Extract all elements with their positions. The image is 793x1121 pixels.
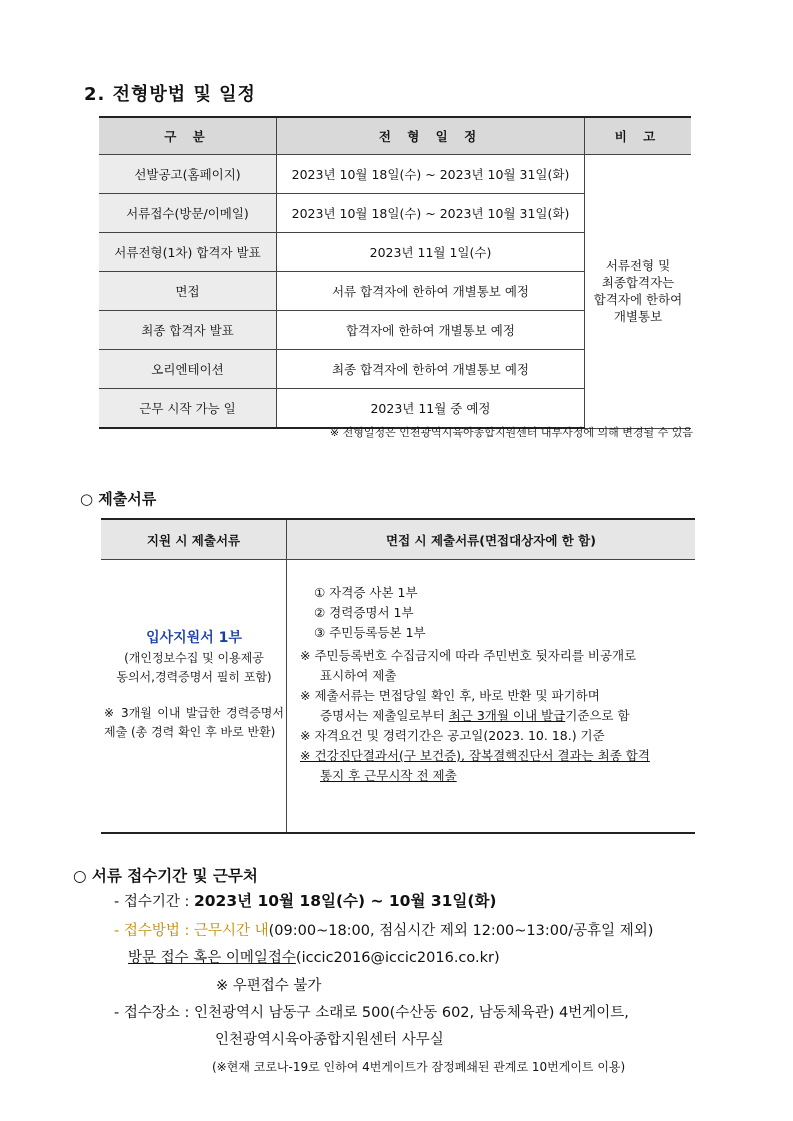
email-address: (iccic2016@iccic2016.co.kr) (295, 950, 500, 966)
note-line: ※ 제출서류는 면접당일 확인 후, 바로 반환 및 파기하며 (300, 688, 600, 703)
row-date: 2023년 11월 중 예정 (277, 389, 585, 429)
table-header-row (101, 519, 695, 560)
note-text: 기준으로 함 (565, 708, 630, 723)
note-line: 표시하여 제출 (320, 668, 397, 683)
place-label: - 접수장소 : (114, 1005, 194, 1021)
note-line: ※ 자격요건 및 경력기간은 공고일(2023. 10. 18.) 기준 (300, 728, 605, 743)
note-line: ※ 건강진단결과서(구 보건증), 잠복결핵진단서 결과는 최종 합격 (300, 748, 650, 763)
table-row (99, 155, 691, 194)
method-line (114, 919, 653, 940)
note-line (300, 706, 650, 726)
section-title-documents: ○ 제출서류 (80, 490, 157, 508)
header-category: 구 분 (99, 117, 277, 155)
row-category: 면접 (99, 272, 277, 311)
list-item: ③ 주민등록등본 1부 (314, 625, 426, 640)
period-label: - 접수기간 : (114, 894, 194, 910)
header-note: 비 고 (585, 117, 692, 155)
note-underlined: 최근 3개월 이내 발급 (448, 708, 566, 723)
note-text: 서류전형 및 최종합격자는 합격자에 한하여 개별통보 (593, 258, 683, 325)
table-header-row (99, 117, 691, 155)
row-category: 서류접수(방문/이메일) (99, 194, 277, 233)
note-text: 증명서는 제출일로부터 (320, 708, 449, 723)
apply-sub-line: 동의서,경력증명서 필히 포함) (116, 670, 272, 684)
row-date: 서류 합격자에 한하여 개별통보 예정 (277, 272, 585, 311)
interview-docs-content (300, 583, 650, 786)
row-category: 서류전형(1차) 합격자 발표 (99, 233, 277, 272)
row-date: 최종 합격자에 한하여 개별통보 예정 (277, 350, 585, 389)
apply-docs-content (104, 627, 284, 742)
schedule-footnote: ※ 전형일정은 인천광역시육아종합지원센터 내부사정에 의해 변경될 수 있음 (329, 426, 693, 439)
note-line: 통지 후 근무시작 전 제출 (320, 768, 457, 783)
method-label: - 접수방법 : 근무시간 내 (114, 923, 269, 939)
header-schedule: 전 형 일 정 (277, 117, 585, 155)
method-line-2 (128, 946, 500, 967)
method-value: (09:00~18:00, 점심시간 제외 12:00~13:00/공휴일 제외) (268, 923, 654, 939)
row-date: 2023년 10월 18일(수) ~ 2023년 10월 31일(화) (277, 155, 585, 194)
place-note: (※현재 코로나-19로 인하여 4번게이트가 잠정폐쇄된 관계로 10번게이트 이용) (212, 1060, 626, 1074)
schedule-table (99, 116, 691, 429)
apply-sub-line: (개인정보수집 및 이용제공 (124, 651, 264, 665)
row-date: 2023년 10월 18일(수) ~ 2023년 10월 31일(화) (277, 194, 585, 233)
row-date: 2023년 11월 1일(수) (277, 233, 585, 272)
place-value-1: 인천광역시 남동구 소래로 500(수산동 602, 남동체육관) 4번게이트, (193, 1005, 629, 1021)
method-visit-email: 방문 접수 혹은 이메일접수 (128, 950, 296, 966)
row-category: 선발공고(홈페이지) (99, 155, 277, 194)
apply-warning: ※ 3개월 이내 발급한 경력증명서 제출 (총 경력 확인 후 바로 반환) (104, 706, 284, 739)
period-value: 2023년 10월 18일(수) ~ 10월 31일(화) (193, 892, 497, 910)
header-interview-docs: 면접 시 제출서류(면접대상자에 한 함) (287, 519, 696, 560)
section-title-reception: ○ 서류 접수기간 및 근무처 (73, 867, 258, 885)
list-item: ② 경력증명서 1부 (314, 605, 414, 620)
note-cell (585, 155, 692, 429)
header-apply-docs: 지원 시 제출서류 (101, 519, 287, 560)
row-category: 오리엔테이션 (99, 350, 277, 389)
post-note: ※ 우편접수 불가 (216, 978, 322, 994)
apply-main-doc: 입사지원서 1부 (146, 630, 242, 646)
place-line-2: 인천광역시육아종합지원센터 사무실 (215, 1032, 444, 1048)
section-title-schedule: 2. 전형방법 및 일정 (84, 84, 256, 105)
place-line (114, 1001, 629, 1022)
list-item: ① 자격증 사본 1부 (314, 585, 418, 600)
row-date: 합격자에 한하여 개별통보 예정 (277, 311, 585, 350)
row-category: 근무 시작 가능 일 (99, 389, 277, 429)
period-line (114, 889, 497, 911)
note-line: ※ 주민등록번호 수집금지에 따라 주민번호 뒷자리를 비공개로 (300, 648, 637, 663)
row-category: 최종 합격자 발표 (99, 311, 277, 350)
